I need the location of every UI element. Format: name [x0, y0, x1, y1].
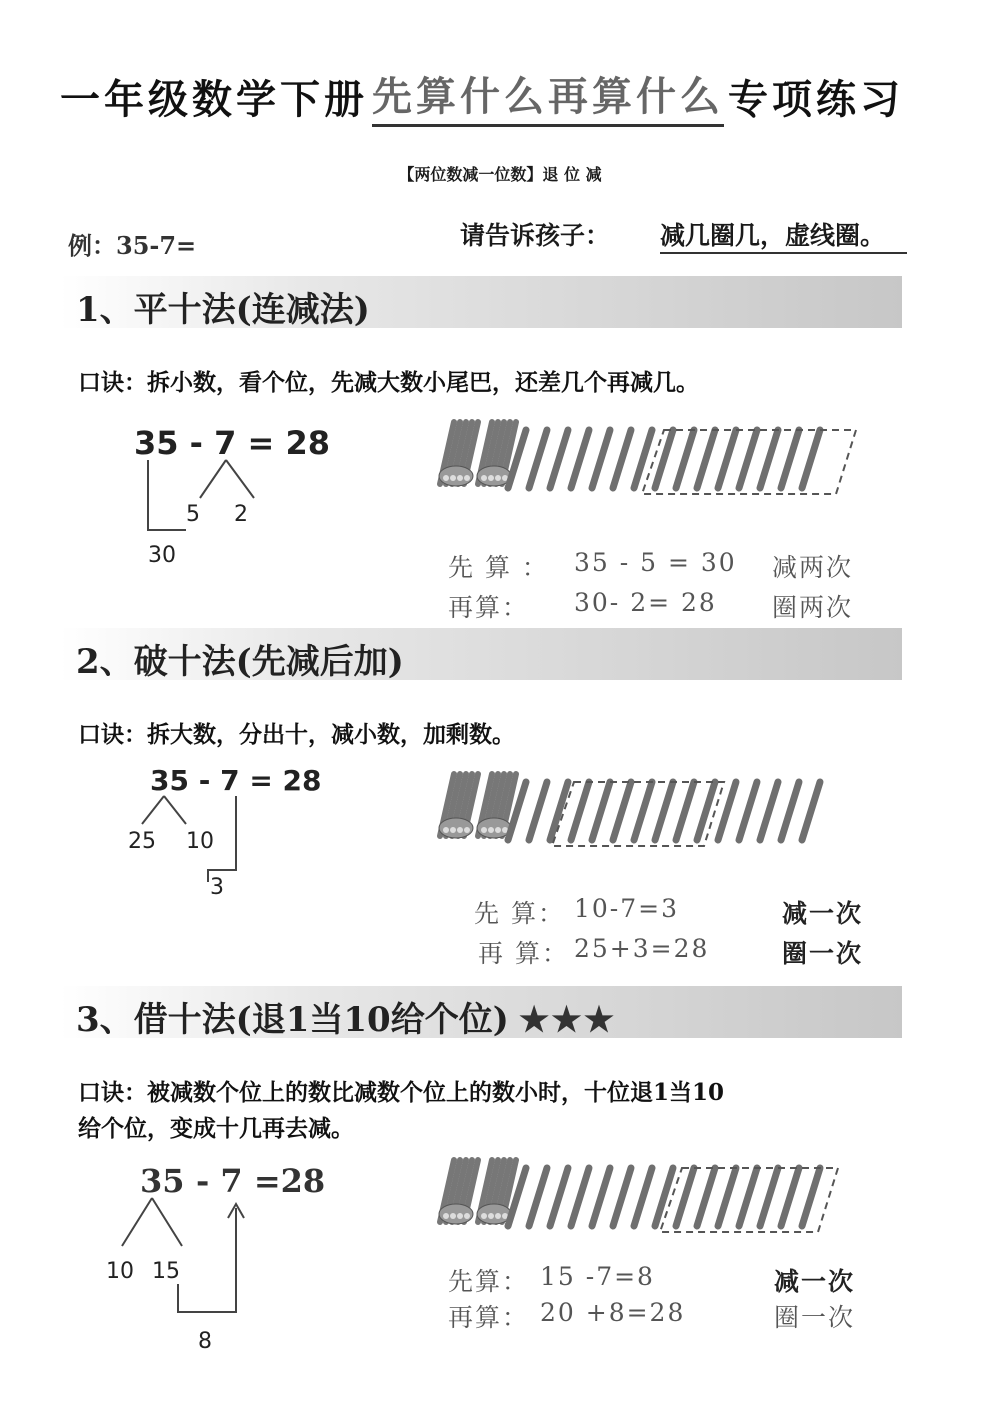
section-3-rhyme-line1: 口诀：被减数个位上的数比减数个位上的数小时，十位退1当10 — [78, 1079, 725, 1106]
loose-stick — [781, 782, 799, 840]
bracket-line — [178, 1208, 236, 1312]
loose-stick — [550, 430, 568, 488]
section-1-step1-expr: 35 - 5 = 30 — [574, 548, 737, 577]
section-3-split-right: 15 — [152, 1259, 180, 1284]
loose-stick — [739, 1168, 757, 1226]
title-grade: 一年级数学下册 — [60, 76, 368, 123]
section-3-title-wrap — [76, 992, 616, 1041]
section-3-step1-label: 先算： — [448, 1267, 530, 1296]
section-2-title: 2、破十法(先减后加) — [76, 642, 404, 682]
section-2-sticks-illustration — [430, 768, 860, 854]
loose-stick — [550, 782, 568, 840]
loose-stick — [613, 430, 631, 488]
split-lines — [122, 1198, 182, 1246]
section-2-split-diagram — [120, 762, 380, 902]
section-3-result: 8 — [198, 1329, 212, 1354]
example-equation: 例：35-7= — [68, 231, 197, 260]
section-1-step2-label: 再算： — [448, 593, 530, 622]
section-1-rhyme: 口诀：拆小数，看个位，先减大数小尾巴，还差几个再减几。 — [78, 369, 699, 396]
loose-stick — [739, 430, 757, 488]
loose-stick — [529, 1168, 547, 1226]
split-lines — [142, 796, 186, 824]
loose-stick — [613, 782, 631, 840]
worksheet-title — [60, 66, 904, 126]
section-2-result: 3 — [210, 875, 224, 900]
loose-stick — [634, 1168, 652, 1226]
section-2-step2-label: 再 算： — [478, 939, 569, 968]
loose-stick — [655, 782, 673, 840]
section-3-split-left: 10 — [106, 1259, 134, 1284]
loose-stick — [697, 782, 715, 840]
title-topic: 先算什么再算什么 — [372, 65, 724, 127]
section-2-equation: 35 - 7 = 28 — [150, 764, 322, 797]
section-1-equation: 35 - 7 = 28 — [134, 424, 330, 462]
section-3-banner — [60, 986, 902, 1038]
loose-stick — [592, 1168, 610, 1226]
section-2-split-left: 25 — [128, 829, 156, 854]
bracket-line — [148, 460, 186, 530]
section-3-rhyme-line2: 给个位，变成十几再去减。 — [78, 1115, 354, 1142]
loose-stick — [739, 782, 757, 840]
section-3-step2-label: 再算： — [448, 1303, 530, 1332]
bundle-of-ten — [439, 774, 478, 838]
section-1-split-diagram — [120, 420, 380, 580]
section-3-step2-expr: 20 +8=28 — [540, 1298, 686, 1327]
bundle-of-ten — [439, 1160, 478, 1224]
section-1-step1-label: 先 算 ： — [448, 553, 549, 582]
tip-text: 减几圈几，虚线圈。 — [660, 216, 907, 254]
section-1-step2-expr: 30- 2= 28 — [574, 588, 717, 617]
loose-stick — [760, 1168, 778, 1226]
section-3-step1-note: 减一次 — [774, 1267, 856, 1296]
loose-stick — [697, 1168, 715, 1226]
loose-stick — [781, 430, 799, 488]
loose-stick — [571, 1168, 589, 1226]
loose-stick — [802, 782, 820, 840]
loose-stick — [676, 1168, 694, 1226]
section-2-step1-expr: 10-7=3 — [574, 894, 680, 923]
section-2-step2-note: 圈一次 — [782, 939, 864, 968]
section-3-eq-right: - 7 =28 — [196, 1162, 326, 1200]
section-1-title: 1、平十法(连减法) — [76, 290, 370, 330]
section-2-step1-note: 减一次 — [782, 899, 864, 928]
section-1-banner — [60, 276, 902, 328]
loose-stick — [781, 1168, 799, 1226]
loose-stick — [718, 1168, 736, 1226]
loose-stick — [613, 1168, 631, 1226]
section-3-split-diagram — [100, 1158, 360, 1358]
section-1-split-right: 2 — [234, 502, 248, 527]
loose-stick — [529, 782, 547, 840]
loose-stick — [802, 430, 820, 488]
section-3-eq-left: 35 — [140, 1162, 185, 1200]
section-2-split-right: 10 — [186, 829, 214, 854]
loose-stick — [676, 430, 694, 488]
loose-stick — [592, 430, 610, 488]
tip-lead: 请告诉孩子： — [460, 221, 611, 250]
loose-stick — [571, 430, 589, 488]
section-2-rhyme: 口诀：拆大数，分出十，减小数，加剩数。 — [78, 721, 515, 748]
loose-stick — [802, 1168, 820, 1226]
loose-stick — [760, 782, 778, 840]
section-3-step1-expr: 15 -7=8 — [540, 1262, 655, 1291]
section-1-step1-note: 减两次 — [772, 553, 854, 582]
loose-stick — [634, 430, 652, 488]
loose-stick — [718, 430, 736, 488]
title-practice: 专项练习 — [728, 76, 904, 123]
loose-stick — [571, 782, 589, 840]
section-3-step2-note: 圈一次 — [774, 1303, 856, 1332]
section-2-step1-label: 先 算： — [474, 899, 565, 928]
section-2-banner — [60, 628, 902, 680]
section-1-sticks-illustration — [430, 416, 860, 502]
difficulty-stars: ★★★ — [518, 1000, 617, 1040]
loose-stick — [697, 430, 715, 488]
section-3-title: 3、借十法(退1当10给个位) — [76, 1000, 509, 1040]
section-1-result: 30 — [148, 543, 176, 568]
loose-stick — [550, 1168, 568, 1226]
subtitle: 【两位数减一位数】退 位 减 — [398, 165, 602, 184]
section-2-step2-expr: 25+3=28 — [574, 934, 710, 963]
loose-stick — [529, 430, 547, 488]
section-1-split-left: 5 — [186, 502, 200, 527]
loose-stick — [760, 430, 778, 488]
section-3-sticks-illustration — [430, 1154, 860, 1240]
loose-stick — [592, 782, 610, 840]
bundle-of-ten — [439, 422, 478, 486]
loose-stick — [634, 782, 652, 840]
split-lines — [200, 460, 254, 498]
section-1-step2-note: 圈两次 — [772, 593, 854, 622]
loose-stick — [655, 430, 673, 488]
loose-stick — [676, 782, 694, 840]
